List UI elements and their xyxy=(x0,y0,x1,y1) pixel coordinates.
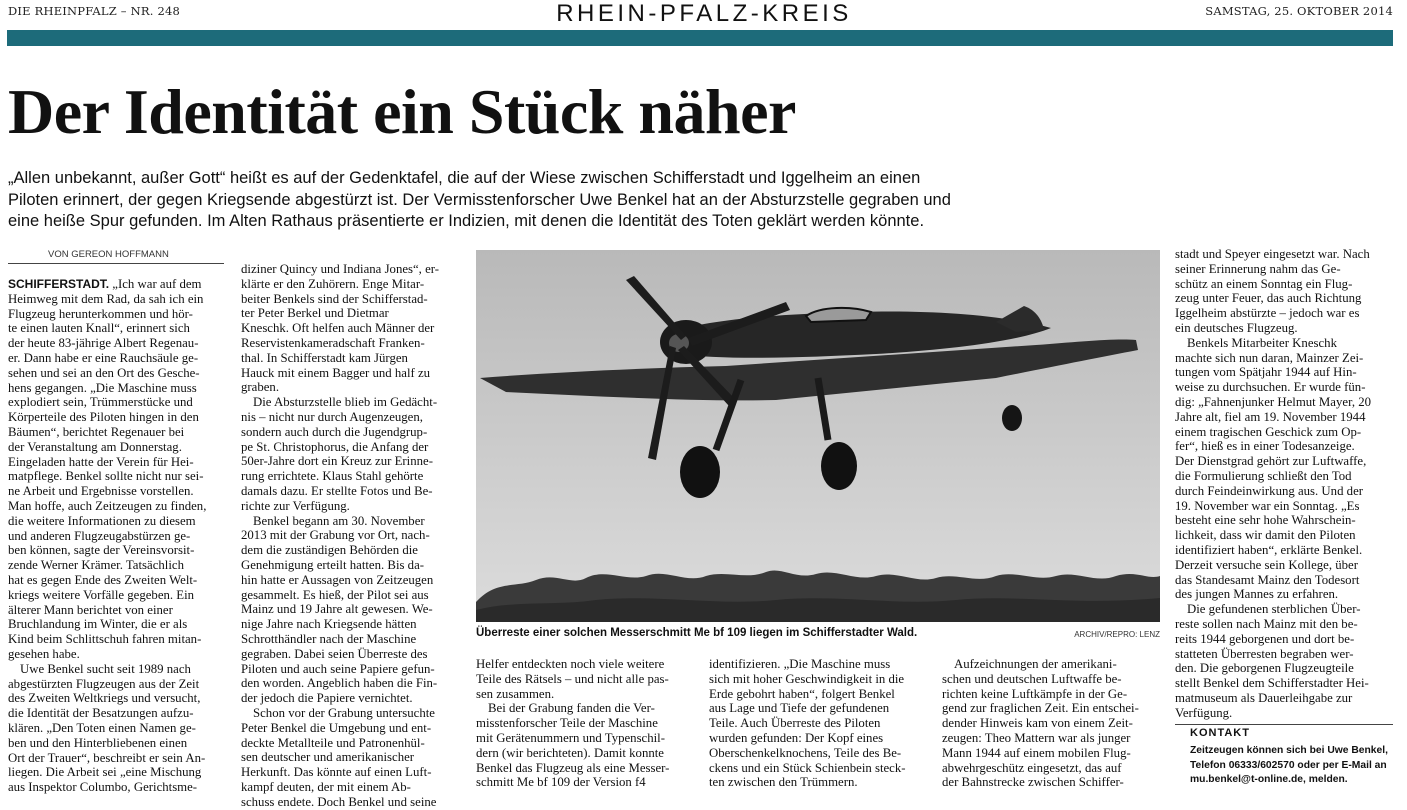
text-line: Teile des Rätsels – und nicht alle pas- xyxy=(476,671,669,686)
text-line: Der Dienstgrad gehört zur Luftwaffe, xyxy=(1175,454,1367,469)
text-line: sehen und sei an den Ort des Gesche- xyxy=(8,365,200,380)
text-line: reits 1944 geborgenen und dort be- xyxy=(1175,631,1355,646)
text-line: statteten Überresten begraben wer- xyxy=(1175,646,1354,661)
text-line: ne Arbeit und Ergebnisse vorstellen. xyxy=(8,484,194,499)
messerschmitt-aircraft-image xyxy=(476,250,1160,622)
text-line: gend zur fraglichen Zeit. Ein entschei- xyxy=(942,701,1139,716)
text-line: dig: „Fahnenjunker Helmut Mayer, 20 xyxy=(1175,394,1372,409)
text-line: gesehen habe. xyxy=(8,646,80,661)
lead-line: eine heiße Spur gefunden. Im Alten Rathaus präsentierte er Indizien, mit denen die Identität des Toten geklärt werden könnte. xyxy=(8,212,925,230)
text-line: sen zusammen. xyxy=(476,686,555,701)
text-line: ten zwischen den Trümmern. xyxy=(709,775,858,790)
text-line: tungen vom Spätjahr 1944 auf Hin- xyxy=(1175,365,1357,380)
text-line: Bäumen“, berichtet Regenauer bei xyxy=(8,424,185,439)
text-column-5 xyxy=(942,657,1160,790)
text-line: Genehmigung erteilt hatten. Bis da- xyxy=(241,557,425,572)
text-line: die Identität der Besatzungen aufzu- xyxy=(8,706,194,721)
text-line: Teile. Auch Überreste des Piloten xyxy=(709,716,881,731)
text-line: besteht eine sehr hohe Wahrschein- xyxy=(1175,513,1356,528)
text-line: und anderen Flugzeugabstürzen ge- xyxy=(8,528,191,543)
text-line: kampf deuten, der mit einem Ab- xyxy=(241,779,411,794)
text-line: lichkeit, dass wir damit den Piloten xyxy=(1175,528,1356,543)
text-line: zende Werner Krämer. Tatsächlich xyxy=(8,558,184,573)
text-line: dern (wir berichteten). Damit konnte xyxy=(476,745,664,760)
text-line: abgestürzten Flugzeugen aus der Zeit xyxy=(8,676,200,691)
text-line: klären. „Den Toten einen Namen ge- xyxy=(8,720,196,735)
text-line: ter Peter Berkel und Dietmar xyxy=(241,306,389,321)
text-line: mit Gerätenummern und Typenschil- xyxy=(476,730,665,745)
text-line: Schrotthändler nach der Maschine xyxy=(241,631,417,646)
text-line: Kneschk. Oft helfen auch Männer der xyxy=(241,321,435,336)
text-line: Mainz und 19 Jahre alt gewesen. We- xyxy=(241,602,433,617)
text-line: Helfer entdeckten noch viele weitere xyxy=(476,657,665,671)
text-line: Mann 1944 auf einem mobilen Flug- xyxy=(942,745,1131,760)
text-line: hens gegangen. „Die Maschine muss xyxy=(8,380,197,395)
text-line: der jedoch die Papiere vernichtet. xyxy=(241,691,413,706)
text-line: identifizieren. „Die Maschine muss xyxy=(709,657,891,671)
text-line: Oberschenkelknochens, Teile des Be- xyxy=(709,745,902,760)
text-line: fer“, hieß es in einer Todesanzeige. xyxy=(1175,439,1355,454)
paper-name-issue: DIE RHEINPFALZ – NR. 248 xyxy=(8,4,180,18)
text-column-3 xyxy=(476,657,694,790)
text-line: des jungen Mannes zu erfahren. xyxy=(1175,587,1339,602)
aircraft-photo xyxy=(476,250,1160,622)
text-line: gesammelt. Es hieß, der Pilot sei aus xyxy=(241,587,429,602)
text-line: Man hoffe, auch Zeitzeugen zu finden, xyxy=(8,498,207,513)
kontakt-line: Telefon 06333/602570 oder per E-Mail an xyxy=(1190,759,1387,771)
text-line: SCHIFFERSTADT. „Ich war auf dem xyxy=(8,277,202,291)
text-line: das Standesamt Mainz den Todesort xyxy=(1175,572,1360,587)
text-line: 50er-Jahre dort ein Kreuz zur Erinne- xyxy=(241,454,433,469)
text-line: richte zur Verfügung. xyxy=(241,498,350,513)
text-line: Die Absturzstelle blieb im Gedächt- xyxy=(253,395,438,410)
text-line: schmitt Me bf 109 der Version f4 xyxy=(476,775,646,790)
text-line: beiter Benkels sind der Schifferstad- xyxy=(241,291,428,306)
text-line: Verfügung. xyxy=(1175,705,1233,720)
text-line: Derzeit versuche sein Kollege, über xyxy=(1175,557,1358,572)
text-line: klärte er den Zuhörern. Enge Mitar- xyxy=(241,276,425,291)
text-line: Heimweg mit dem Rad, da sah ich ein xyxy=(8,291,204,306)
text-line: Bei der Grabung fanden die Ver- xyxy=(488,701,655,716)
text-line: Aufzeichnungen der amerikani- xyxy=(954,657,1117,671)
text-line: Benkel begann am 30. November xyxy=(253,513,425,528)
section-title: RHEIN-PFALZ-KREIS xyxy=(556,0,852,27)
text-line: Piloten und auch seine Papiere gefun- xyxy=(241,661,435,676)
text-line: sondern auch durch die Jugendgrup- xyxy=(241,424,428,439)
kontakt-line: Zeitzeugen können sich bei Uwe Benkel, xyxy=(1190,745,1388,756)
text-line: zeugen: Theo Mattern war als junger xyxy=(942,730,1131,745)
text-line: dem die zuständigen Behörden die xyxy=(241,543,418,558)
text-line: der Veranstaltung am Donnerstag. xyxy=(8,439,182,454)
text-line: sen deutscher und amerikanischer xyxy=(241,750,415,765)
text-line: Peter Benkel die Umgebung und ent- xyxy=(241,720,432,735)
text-line: rung errichtete. Klaus Stahl gehörte xyxy=(241,469,424,484)
text-line: Reservistenkameradschaft Franken- xyxy=(241,335,425,350)
text-line: graben. xyxy=(241,380,280,395)
text-line: deckte Metallteile und Patronenhül- xyxy=(241,735,425,750)
kontakt-text xyxy=(1190,744,1395,788)
text-line: aus Lage und Tiefe der gefundenen xyxy=(709,701,890,716)
text-line: schuss endete. Doch Benkel und seine xyxy=(241,794,437,809)
text-line: gegraben. Dabei seien Überreste des xyxy=(241,646,428,661)
kontakt-line: mu.benkel@t-online.de, melden. xyxy=(1190,774,1348,785)
text-line: diziner Quincy und Indiana Jones“, er- xyxy=(241,262,440,276)
text-line: hin hatte er Aussagen von Zeitzeugen xyxy=(241,572,434,587)
text-line: Bruchlandung im Winter, die er als xyxy=(8,617,188,632)
text-line: richten keine Luftkämpfe in der Ge- xyxy=(942,686,1128,701)
text-line: hat es gegen Ende des Zweiten Welt- xyxy=(8,572,198,587)
text-line: nis – nicht nur durch Augenzeugen, xyxy=(241,409,423,424)
kontakt-rule xyxy=(1175,724,1393,725)
byline-rule xyxy=(8,263,224,264)
photo-credit: ARCHIV/REPRO: LENZ xyxy=(1074,630,1160,639)
text-line: die weitere Informationen zu diesem xyxy=(8,513,196,528)
text-line: des Zweiten Weltkriegs und versucht, xyxy=(8,691,201,706)
text-column-4 xyxy=(709,657,927,790)
issue-date: SAMSTAG, 25. OKTOBER 2014 xyxy=(1205,4,1393,18)
text-line: den worden. Angeblich haben die Fin- xyxy=(241,676,438,691)
text-line: ckens und ein Stück Schienbein steck- xyxy=(709,760,906,775)
text-line: wurden gefunden: Der Kopf eines xyxy=(709,730,884,745)
text-line: er. Dann habe er eine Rauchsäule ge- xyxy=(8,350,199,365)
text-line: durch Feindeinwirkung aus. Und der xyxy=(1175,483,1364,498)
text-line: Kind beim Schlittschuh fahren mitan- xyxy=(8,632,202,647)
text-line: damals dazu. Er stellte Fotos und Be- xyxy=(241,483,433,498)
text-line: abwehrgeschütz eingesetzt, das auf xyxy=(942,760,1122,775)
text-line: thal. In Schifferstadt kam Jürgen xyxy=(241,350,408,365)
article-lead xyxy=(8,168,1058,233)
text-line: ben und den Hinterbliebenen einen xyxy=(8,735,188,750)
text-line: Hauck mit einem Bagger und half zu xyxy=(241,365,431,380)
text-line: liegen. Die Arbeit sei „eine Mischung xyxy=(8,765,202,780)
lead-line: Piloten erinnert, der gegen Kriegsende abgestürzt ist. Der Vermisstenforscher Uwe Benkel hat an der Absturzstelle gegraben und xyxy=(8,190,951,209)
text-line: ben können, sagte der Vereinsvorsit- xyxy=(8,543,195,558)
text-line: matpflege. Benkel sollte nicht nur sei- xyxy=(8,469,204,484)
text-line: seiner Erinnerung nahm das Ge- xyxy=(1175,261,1341,276)
text-line: schen und deutschen Luftwaffe be- xyxy=(942,671,1122,686)
text-line: reste sollen nach Mainz mit den be- xyxy=(1175,616,1358,631)
kontakt-title: KONTAKT xyxy=(1190,727,1250,739)
text-line: Körperteile des Piloten hingen in den xyxy=(8,410,199,425)
text-line: Ort der Trauer“, beschreibt er sein An- xyxy=(8,750,206,765)
text-column-6 xyxy=(1175,247,1395,721)
text-line: den. Die geborgenen Flugzeugteile xyxy=(1175,661,1354,676)
text-line: Herkunft. Das könnte auf einen Luft- xyxy=(241,765,432,780)
text-line: stadt und Speyer eingesetzt war. Nach xyxy=(1175,247,1370,261)
text-column-1 xyxy=(8,277,224,795)
text-line: Die gefundenen sterblichen Über- xyxy=(1187,602,1361,617)
byline: VON GEREON HOFFMANN xyxy=(48,249,169,260)
text-line: sich mit hoher Geschwindigkeit in die xyxy=(709,671,905,686)
lead-line: „Allen unbekannt, außer Gott“ heißt es auf der Gedenktafel, die auf der Wiese zwischen Schifferstadt und Iggelheim an einen xyxy=(8,169,921,187)
text-line: 19. November war ein Sonntag. „Es xyxy=(1175,498,1360,513)
text-line: Benkels Mitarbeiter Kneschk xyxy=(1187,335,1337,350)
text-line: Jahre alt, fiel am 19. November 1944 xyxy=(1175,409,1366,424)
text-line: 2013 mit der Grabung vor Ort, nach- xyxy=(241,528,430,543)
text-line: aus Inspektor Columbo, Gerichtsme- xyxy=(8,780,198,795)
text-column-2 xyxy=(241,262,461,809)
text-line: kriegs weitere Vorfälle gegeben. Ein xyxy=(8,587,195,602)
text-line: schütz an einem Sonntag ein Flug- xyxy=(1175,276,1353,291)
text-line: pe St. Christophorus, die Anfang der xyxy=(241,439,429,454)
text-line: Iggelheim abstürzte – jedoch war es xyxy=(1175,306,1360,321)
text-line: machte sich nun daran, Mainzer Zei- xyxy=(1175,350,1364,365)
text-line: misstenforscher Teile der Maschine xyxy=(476,716,658,731)
text-line: Eingeladen hatte der Verein für Hei- xyxy=(8,454,194,469)
text-line: weise zu durchsuchen. Er wurde fün- xyxy=(1175,380,1366,395)
text-line: dender Hinweis kam von einem Zeit- xyxy=(942,716,1133,731)
text-line: Uwe Benkel sucht seit 1989 nach xyxy=(20,661,191,676)
text-line: ein deutsches Flugzeug. xyxy=(1175,320,1298,335)
text-line: Benkel das Flugzeug als eine Messer- xyxy=(476,760,670,775)
text-line: der heute 83-jährige Albert Regenau- xyxy=(8,336,199,351)
header-color-bar xyxy=(7,30,1393,46)
text-line: stellt Benkel dem Schifferstadter Hei- xyxy=(1175,676,1369,691)
text-line: Schon vor der Grabung untersuchte xyxy=(253,705,435,720)
text-line: der Bahnstrecke zwischen Schiffer- xyxy=(942,775,1124,790)
dateline: SCHIFFERSTADT. xyxy=(8,277,110,291)
text-line: die Formulierung schließt den Tod xyxy=(1175,468,1352,483)
text-line: explodiert sein, Trümmerstücke und xyxy=(8,395,193,410)
photo-caption: Überreste einer solchen Messerschmitt Me bf 109 liegen im Schifferstadter Wald. xyxy=(476,627,918,639)
text-line: zeug unter Feuer, das auch Richtung xyxy=(1175,291,1362,306)
text-line: te einen lauten Knall“, erinnert sich xyxy=(8,321,190,336)
text-line: matmuseum als Dauerleihgabe zur xyxy=(1175,690,1353,705)
article-headline: Der Identität ein Stück näher xyxy=(8,76,796,147)
text-line: identifiziert haben“, erklärte Benkel. xyxy=(1175,542,1363,557)
text-line: Erde gebohrt haben“, folgert Benkel xyxy=(709,686,895,701)
text-line: Flugzeug herunterkommen und hör- xyxy=(8,306,193,321)
text-line: nige Jahre nach Kriegsende hätten xyxy=(241,617,417,632)
text-line: einem tragischen Geschick zum Op- xyxy=(1175,424,1362,439)
text-line: älterer Mann berichtet von einer xyxy=(8,602,173,617)
